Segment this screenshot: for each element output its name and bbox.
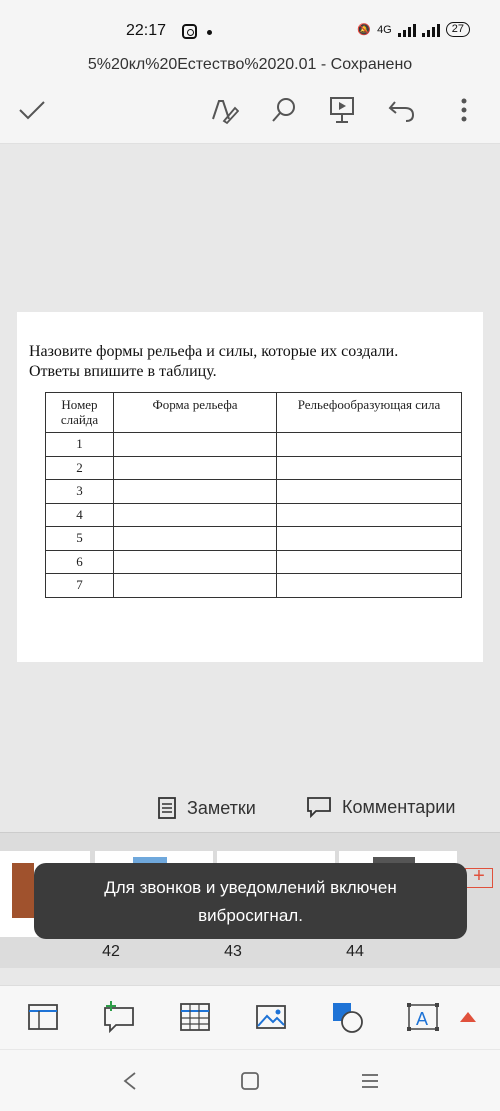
present-icon[interactable] (324, 92, 360, 128)
toast-line-2: вибросигнал. (198, 906, 303, 925)
textbox-icon[interactable] (406, 1000, 440, 1034)
shapes-icon[interactable] (330, 1000, 364, 1034)
row-number: 5 (46, 527, 114, 551)
home-icon[interactable] (237, 1068, 263, 1094)
signal-2-icon (422, 23, 440, 37)
row-number: 3 (46, 480, 114, 504)
battery-icon: 27 (446, 22, 470, 37)
force-cell[interactable] (277, 527, 462, 551)
table-row (46, 527, 462, 551)
network-type: 4G (377, 23, 392, 36)
row-number: 1 (46, 433, 114, 457)
table-row (46, 574, 462, 598)
document-title: 5%20кл%20Естество%2020.01 - Сохранено (0, 54, 500, 78)
slide-instructions (29, 342, 469, 382)
status-indicators (357, 22, 470, 37)
svg-text:A: A (416, 1009, 429, 1029)
picture-icon[interactable] (254, 1000, 288, 1034)
notes-button[interactable] (157, 796, 256, 820)
table-row (46, 503, 462, 527)
insert-toolbar (0, 985, 500, 1049)
search-icon[interactable] (266, 92, 302, 128)
back-icon[interactable] (117, 1068, 143, 1094)
column-header-slide-number: Номер слайда (46, 393, 114, 433)
landform-cell[interactable] (114, 527, 277, 551)
column-header-landform: Форма рельефа (114, 393, 277, 433)
signal-icon (398, 23, 416, 37)
landform-cell[interactable] (114, 433, 277, 457)
landform-cell[interactable] (114, 456, 277, 480)
notes-label: Заметки (187, 797, 256, 818)
table-row (46, 550, 462, 574)
comments-button[interactable] (306, 796, 455, 818)
recents-icon[interactable] (357, 1068, 383, 1094)
instruction-line-1: Назовите формы рельефа и силы, которые их создали. (29, 343, 399, 360)
more-icon[interactable] (446, 92, 482, 128)
comments-label: Комментарии (342, 796, 456, 817)
row-number: 7 (46, 574, 114, 598)
answer-table[interactable] (45, 392, 462, 598)
force-cell[interactable] (277, 574, 462, 598)
comment-icon (306, 796, 332, 818)
landform-cell[interactable] (114, 503, 277, 527)
status-bar (0, 0, 500, 48)
system-nav-bar (0, 1050, 500, 1111)
column-header-force: Рельефообразующая сила (277, 393, 462, 433)
toast-line-1: Для звонков и уведомлений включен (104, 878, 397, 897)
table-row (46, 480, 462, 504)
force-cell[interactable] (277, 503, 462, 527)
layout-icon[interactable] (26, 1000, 60, 1034)
mute-icon: 🔕 (357, 24, 372, 36)
new-comment-icon[interactable] (102, 1000, 136, 1034)
landform-cell[interactable] (114, 574, 277, 598)
thumbnail-number: 43 (224, 943, 242, 960)
table-header-row (46, 393, 462, 433)
row-number: 6 (46, 550, 114, 574)
landform-cell[interactable] (114, 550, 277, 574)
table-row (46, 456, 462, 480)
row-number: 4 (46, 503, 114, 527)
force-cell[interactable] (277, 480, 462, 504)
instruction-line-2: Ответы впишите в таблицу. (29, 363, 217, 380)
slide-canvas[interactable] (17, 312, 483, 662)
landform-cell[interactable] (114, 480, 277, 504)
expand-up-icon[interactable] (456, 1006, 480, 1030)
thumbnail-number: 42 (102, 943, 120, 960)
check-icon[interactable] (14, 92, 50, 128)
notes-icon (157, 796, 177, 820)
add-slide-button[interactable]: + (465, 868, 493, 888)
undo-icon[interactable] (384, 92, 420, 128)
force-cell[interactable] (277, 456, 462, 480)
thumbnail-picture (12, 863, 34, 918)
force-cell[interactable] (277, 550, 462, 574)
notification-dot-icon (207, 30, 212, 35)
thumbnail-number: 44 (346, 943, 364, 960)
vibration-toast (34, 863, 467, 939)
force-cell[interactable] (277, 433, 462, 457)
table-row (46, 433, 462, 457)
status-time: 22:17 (126, 22, 167, 39)
pen-icon[interactable] (206, 92, 242, 128)
row-number: 2 (46, 456, 114, 480)
table-icon[interactable] (178, 1000, 212, 1034)
instagram-icon (182, 24, 197, 39)
notes-comments-bar (0, 790, 500, 830)
